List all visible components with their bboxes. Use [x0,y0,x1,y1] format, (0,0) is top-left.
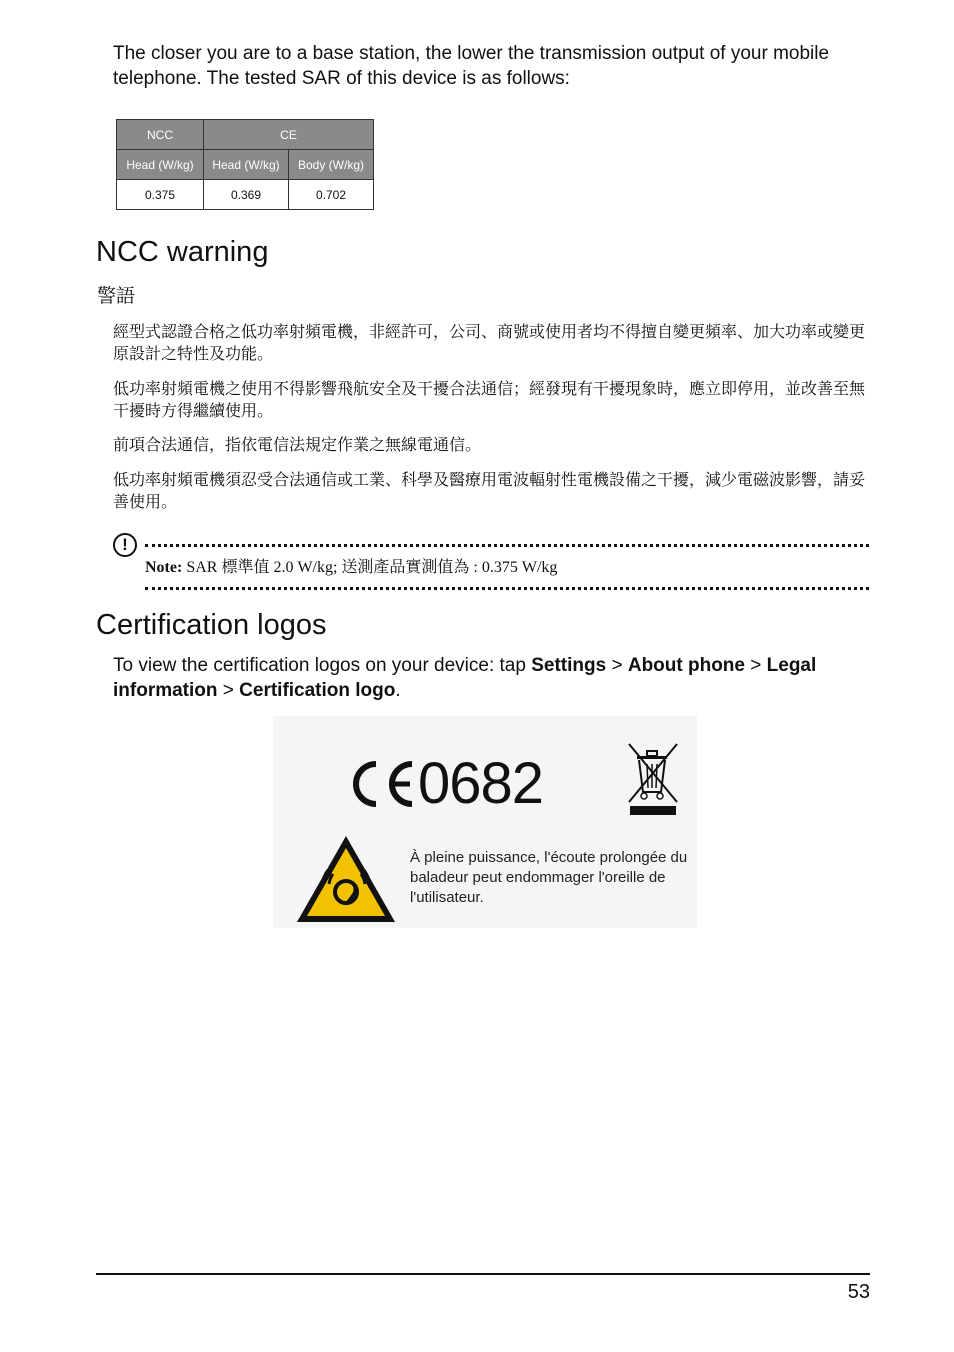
sar-group-ncc: NCC [117,120,204,150]
ncc-paragraph: 低功率射頻電機之使用不得影響飛航安全及干擾合法通信；經發現有干擾現象時，應立即停用，並改善至無干擾時方得繼續使用。 [113,379,866,420]
weee-crossed-bin-icon [625,742,681,818]
note-box [113,533,873,593]
path-certification-logo: Certification logo [239,680,396,701]
path-about-phone: About phone [627,655,745,676]
ncc-subheading: 警語 [97,286,136,307]
ncc-paragraph: 低功率射頻電機須忍受合法通信或工業、科學及醫療用電波輻射性電機設備之干擾，減少電磁波影響，請妥善使用。 [113,470,866,511]
sar-value: 0.375 [117,180,204,210]
intro-paragraph: The closer you are to a base station, the lower the transmission output of your mobile telephone. The tested SAR of this device is as follows: [113,43,830,89]
page-number: 53 [847,1281,870,1303]
ce-notified-body-number: 0682 [418,751,544,816]
path-separator: > [744,655,767,676]
sar-col-header: Head (W/kg) [117,150,204,180]
ncc-heading: NCC warning [96,236,269,268]
note-bottom-border [145,587,869,590]
path-settings: Settings [531,655,607,676]
sar-value: 0.369 [204,180,289,210]
sar-table [116,119,374,210]
cert-intro-prefix: To view the certification logos on your device: tap [113,655,532,676]
path-separator: > [217,680,240,701]
note-text [145,558,557,578]
note-body: SAR 標準值 2.0 W/kg; 送測產品實測值為 : 0.375 W/kg [186,559,558,576]
exclamation-circle-icon: ! [113,533,137,557]
sar-value: 0.702 [289,180,374,210]
hearing-warning-text: À pleine puissance, l'écoute prolongée du baladeur peut endommager l'oreille de l'utilisateur. [410,849,688,906]
sar-col-header: Head (W/kg) [204,150,289,180]
cert-instructions [113,653,873,703]
ncc-paragraph: 前項合法通信，指依電信法規定作業之無線電通信。 [113,435,482,454]
ce-mark-icon [346,758,416,810]
footer-rule [96,1273,870,1275]
path-separator: > [606,655,628,676]
path-legal-information: Legal information [113,655,817,701]
note-label: Note: [145,559,183,576]
cert-intro-suffix: . [395,680,401,701]
certification-logos-image [273,716,697,928]
hearing-warning-icon [293,832,399,928]
note-top-border [145,544,869,547]
ncc-paragraph: 經型式認證合格之低功率射頻電機，非經許可，公司、商號或使用者均不得擅自變更頻率、加大功率或變更原設計之特性及功能。 [113,322,866,363]
sar-col-header: Body (W/kg) [289,150,374,180]
sar-group-ce: CE [204,120,374,150]
cert-heading: Certification logos [96,609,327,641]
